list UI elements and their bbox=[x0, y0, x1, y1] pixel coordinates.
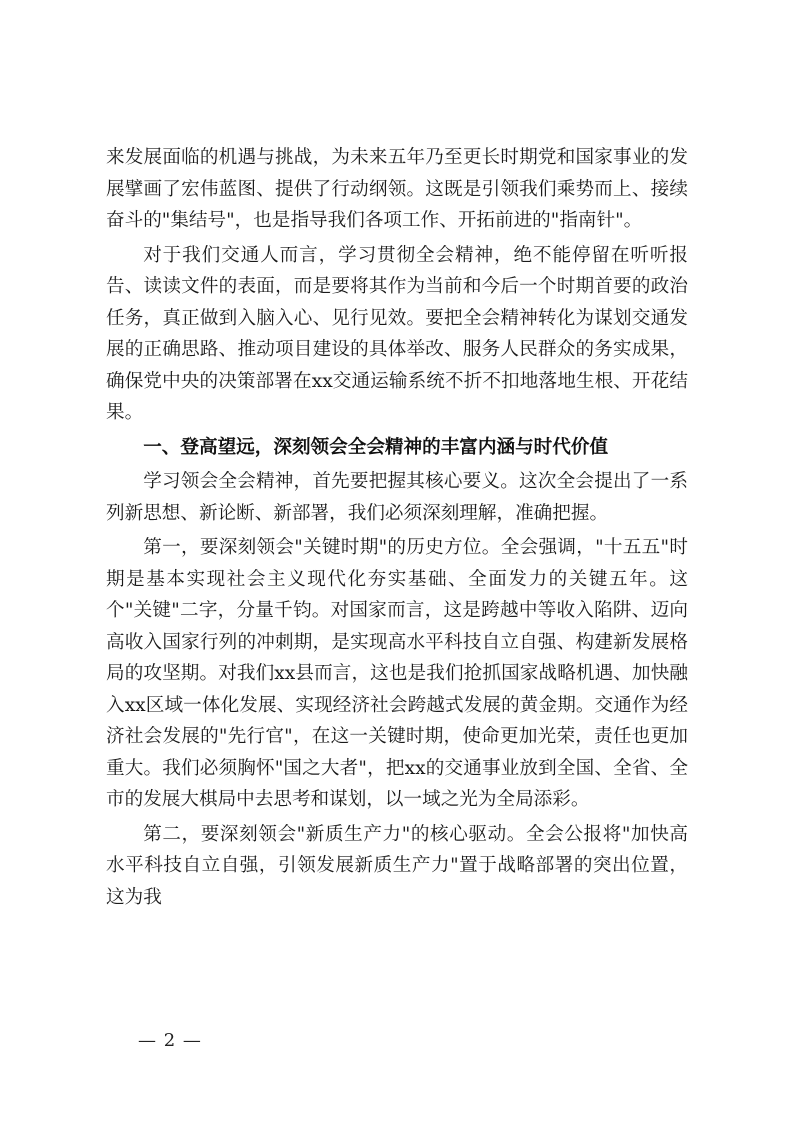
paragraph: 第一，要深刻领会"关键时期"的历史方位。全会强调，"十五五"时期是基本实现社会主义现代化夯实基础、全面发力的关键五年。这个"关键"二字，分量千钧。对国家而言，这是跨越中等收入陷阱、迈向高收入国家行列的冲刺期，是实现高水平科技自立自强、构建新发展格局的攻坚期。对我们xx县而言，这也是我们抢抓国家战略机遇、加快融入xx区域一体化发展、实现经济社会跨越式发展的黄金期。交通作为经济社会发展的"先行官"，在这一关键时期，使命更加光荣，责任也更加重大。我们必须胸怀"国之大者"，把xx的交通事业放到全国、全省、全市的发展大棋局中去思考和谋划，以一域之光为全局添彩。 bbox=[106, 537, 688, 810]
paragraph: 对于我们交通人而言，学习贯彻全会精神，绝不能停留在听听报告、读读文件的表面，而是要将其作为当前和今后一个时期首要的政治任务，真正做到入脑入心、见行见效。要把全会精神转化为谋划交通发展的正确思路、推动项目建设的具体举改、服务人民群众的务实成果，确保党中央的决策部署在xx交通运输系统不折不扣地落地生根、开花结果。 bbox=[106, 244, 688, 423]
paragraph-continued: 来发展面临的机遇与挑战，为未来五年乃至更长时期党和国家事业的发展擘画了宏伟蓝图、提供了行动纲领。这既是引领我们乘势而上、接续奋斗的"集结号"，也是指导我们各项工作、开拓前进的"指南针"。 bbox=[106, 147, 688, 231]
paragraph: 学习领会全会精神，首先要把握其核心要义。这次全会提出了一系列新思想、新论断、新部署，我们必须深刻理解，准确把握。 bbox=[106, 471, 688, 524]
paragraph: 第二，要深刻领会"新质生产力"的核心驱动。全会公报将"加快高水平科技自立自强，引领发展新质生产力"置于战略部署的突出位置，这为我 bbox=[106, 823, 688, 908]
section-heading: 一、登高望远，深刻领会全会精神的丰富内涵与时代价值 bbox=[143, 436, 609, 458]
page-number: — 2 — bbox=[138, 1030, 202, 1051]
document-body bbox=[106, 142, 688, 916]
